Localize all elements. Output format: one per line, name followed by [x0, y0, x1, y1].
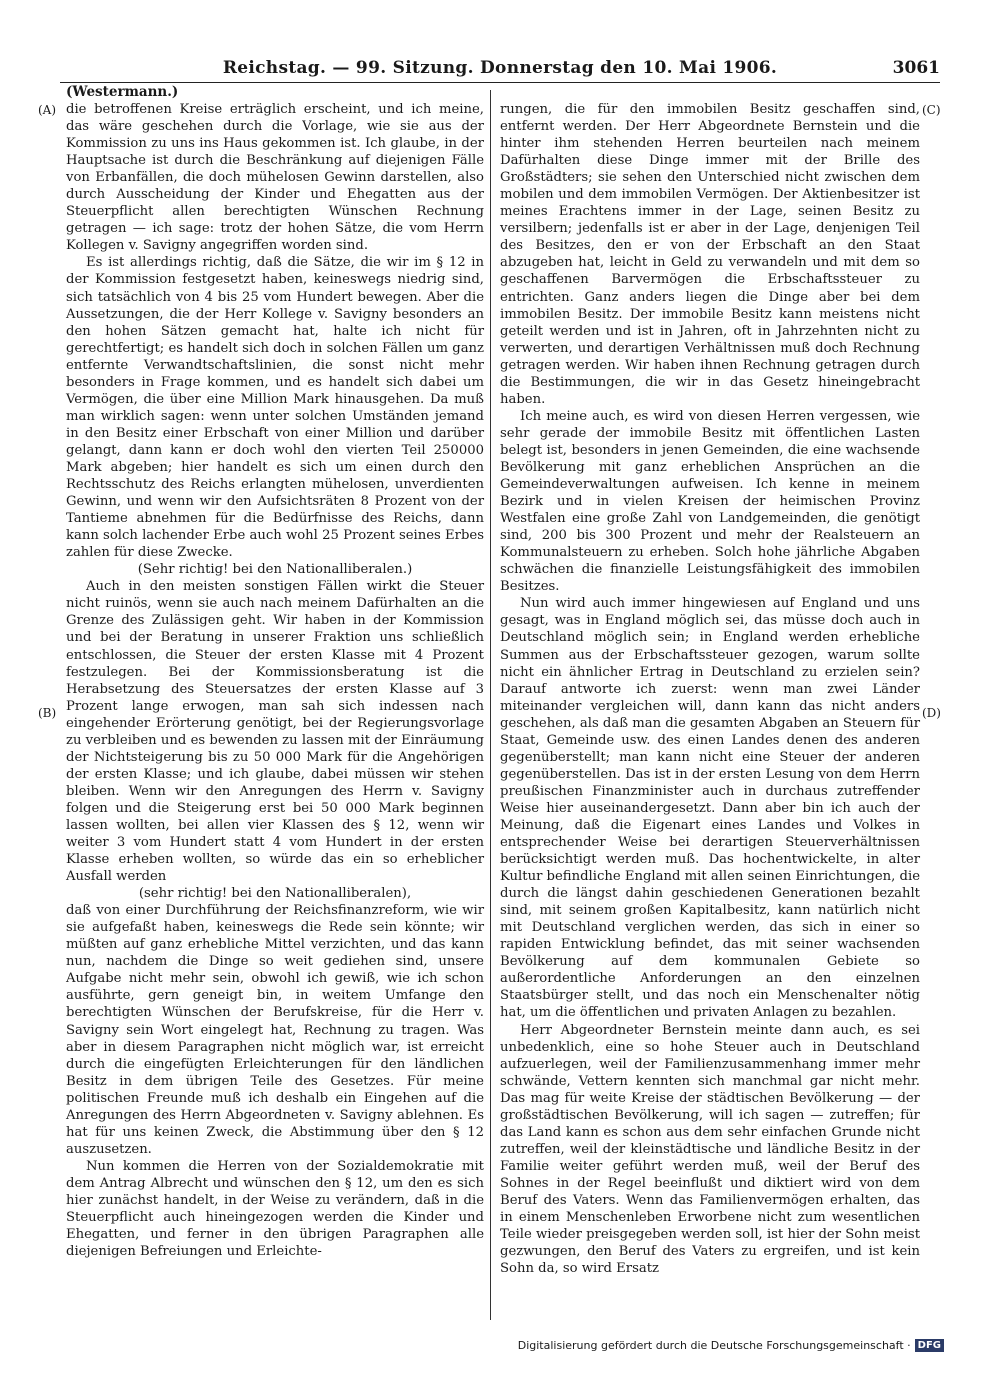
paragraph: rungen, die für den immobilen Besitz geschaffen sind, entfernt werden. Der Herr Abgeordnete Bernstein und die hinter ihm stehenden Herren beurteilen nach meinem Dafürhalten diese Dinge immer mit der Brille des Großstädters; sie sehen den Unterschied nicht zwischen dem mobilen und dem immobilen Vermögen. Der Aktienbesitzer ist meines Erachtens immer in der Lage, seinen Besitz zu versilbern; jedenfalls ist er aber in der Lage, denjenigen Teil des Besitzes, den er von der Erbschaft an den Staat abzugeben hat, leicht in Geld zu verwandeln und mit dem so geschaffenen Barvermögen die Erbschaftssteuer zu entrichten. Ganz anders liegen die Dinge aber bei dem immobilen Besitz. Der immobile Besitz kann meistens nicht geteilt werden und ist in Jahren, oft in Jahrzehnten nicht zu verwerten, und derartigen Verhältnissen muß doch Rechnung getragen werden. Wir haben ihnen Rechnung getragen durch die Bestimmungen, die wir in das Gesetz hineingebracht haben.	[500, 102, 920, 407]
right-column	[500, 101, 920, 1277]
paragraph: daß von einer Durchführung der Reichsfinanzreform, wie wir sie aufgefaßt haben, keineswegs die Rede sein könnte; wir müßten auf ganz erhebliche Mittel verzichten, und das kann nun, nachdem die Dinge so weit gediehen sind, unsere Aufgabe nicht mehr sein, obwohl ich gewiß, wie ich schon ausführte, gern geneigt bin, in weitem Umfange den berechtigten Wünschen der Berufskreise, für die Herr v. Savigny sein Wort eingelegt hat, Rechnung zu tragen. Was aber in diesem Paragraphen nicht möglich war, ist erreicht durch die eingefügten Erleichterungen für den ländlichen Besitz in dem übrigen Teile des Gesetzes. Für meine politischen Freunde muß ich deshalb ein Eingehen auf die Anregungen des Herrn Abgeordneten v. Savigny ablehnen. Es hat für uns keinen Zweck, die Abstimmung über den § 12 auszusetzen.	[66, 903, 484, 1157]
speaker-name: (Westermann.)	[66, 84, 179, 100]
paragraph: Es ist allerdings richtig, daß die Sätze, die wir im § 12 in der Kommission festgesetzt haben, keineswegs niedrig sind, sich tatsächlich von 4 bis 25 vom Hundert bewegen. Aber die Aussetzungen, die der Herr Kollege v. Savigny besonders an den hohen Sätzen gemacht hat, halte ich nicht für gerechtfertigt; es handelt sich doch in solchen Fällen um ganz entfernte Verwandtschaftslinien, die sonst nicht mehr besonders in Frage kommen, und es handelt sich dabei um Vermögen, die über eine Million Mark hinausgehen. Da muß man wirklich sagen: wenn unter solchen Umständen jemand in den Besitz einer Erbschaft von einer Million und darüber gelangt, dann kann er doch wohl den vierten Teil 250000 Mark abgeben; hier handelt es sich um einen durch den Rechtsschutz des Reichs erlangten mühelosen, unverdienten Gewinn, und wenn wir den Aufsichtsräten 8 Prozent von der Tantieme abnehmen für die Bedürfnisse des Reichs, dann kann solch lachender Erbe auch wohl 25 Prozent seines Erbes zahlen für diese Zwecke.	[66, 255, 484, 561]
paragraph: Nun kommen die Herren von der Sozialdemokratie mit dem Antrag Albrecht und wünschen den § 12, um den es sich hier zunächst handelt, in der Weise zu verändern, daß in die Steuerpflicht auch hineingezogen werden die Kinder und Ehegatten, und ferner in den übrigen Paragraphen alle diejenigen Befreiungen und Erleichte-	[66, 1158, 484, 1260]
column-divider	[490, 90, 491, 1320]
paragraph: Auch in den meisten sonstigen Fällen wirkt die Steuer nicht ruinös, wenn sie auch nach meinem Dafürhalten an die Grenze des Zulässigen geht. Wir haben in der Kommission und bei der Beratung in unserer Fraktion uns schließlich entschlossen, die Steuer der ersten Klasse mit 4 Prozent festzulegen. Bei der Kommissionsberatung ist die Herabsetzung des Steuersatzes der ersten Klasse auf 3 Prozent lange erwogen, man sah sich indessen nach eingehender Erörterung genötigt, bei der Regierungsvorlage zu verbleiben und es bewenden zu lassen mit der Einräumung der Nichtsteigerung bis zu 50 000 Mark für die Angehörigen der ersten Klasse; und ich glaube, dabei müssen wir stehen bleiben. Wenn wir den Anregungen des Herrn v. Savigny folgen und die Steigerung erst bei 50 000 Mark beginnen lassen wollten, bei allen vier Klassen des § 12, wenn wir weiter 3 vom Hundert statt 4 vom Hundert in der ersten Klasse erheben wollten, so würde das ein so erheblicher Ausfall werden	[66, 579, 484, 885]
dfg-logo: DFG	[915, 1339, 944, 1352]
paragraph: Nun wird auch immer hingewiesen auf England und uns gesagt, was in England möglich sei, das müsse doch auch in Deutschland möglich sein; in England werden erhebliche Summen aus der Erbschaftssteuer gezogen, warum sollte nicht ein ähnlicher Ertrag in Deutschland zu erzielen sein? Darauf antworte ich zuerst: wenn man zwei Länder miteinander vergleichen will, dann kann das nicht anders geschehen, als daß man die gesamten Abgaben an Steuern für Staat, Gemeinde usw. des einen Landes denen des anderen gegenüberstellt; man kann nicht eine Steuer der anderen gegenüberstellen. Das ist in der ersten Lesung von dem Herrn preußischen Finanzminister auch in durchaus zutreffender Weise hier auseinandergesetzt. Dann aber bin ich auch der Meinung, daß die Eigenart eines Landes und Volkes in entsprechender Weise bei derartigen Steuerverhältnissen berücksichtigt werden muß. Das hochentwickelte, in alter Kultur befindliche England mit allen seinen Einrichtungen, die durch die längst dahin geschiedenen Generationen bezahlt sind, mit seinem großen Kapitalbesitz, kann natürlich nicht mit Deutschland verglichen werden, das sich in einer so rapiden Entwicklung befindet, das mit seiner wachsenden Bevölkerung auf dem kommunalen Gebiete so außerordentliche Anforderungen an den einzelnen Staatsbürger stellt, und das noch ein Menschenalter nötig hat, um die öffentlichen und privaten Anlagen zu bezahlen.	[500, 596, 921, 1021]
footer	[518, 1339, 944, 1352]
page-title: Reichstag. — 99. Sitzung. Donnerstag den 10. Mai 1906.	[222, 58, 778, 78]
footer-credit: Digitalisierung gefördert durch die Deutsche Forschungsgemeinschaft ·	[517, 1339, 911, 1352]
interjection: (Sehr richtig! bei den Nationalliberalen.)	[137, 562, 413, 578]
paragraph: Ich meine auch, es wird von diesen Herren vergessen, wie sehr gerade der immobile Besitz mit öffentlichen Lasten belegt ist, besonders in jenen Gemeinden, die eine wachsende Bevölkerung mit ganz erheblichen Ansprüchen an die Gemeindeverwaltungen aufweisen. Ich kenne in meinem Bezirk und in vielen Kreisen der heimischen Provinz Westfalen eine große Zahl von Landgemeinden, die genötigt sind, 200 bis 300 Prozent und mehr der Realsteuern an Kommunalsteuern zu erheben. Solch hohe jährliche Abgaben schwächen die finanzielle Leistungsfähigkeit des immobilen Besitzes.	[500, 408, 920, 595]
paragraph: Herr Abgeordneter Bernstein meinte dann auch, es sei unbedenklich, eine so hohe Steuer auch in Deutschland aufzuerlegen, weil der Familienzusammenhang immer mehr schwände, Vettern kennten sich manchmal gar nicht mehr. Das mag für weite Kreise der städtischen Bevölkerung — der großstädtischen Bevölkerung, will ich sagen — zutreffen; für das Land kann es schon aus dem sehr einfachen Grunde nicht zutreffen, weil der kleinstädtische und ländliche Besitz in der Familie weiter geführt werden muß, weil der Beruf des Sohnes in der Regel beeinflußt und diktiert wird von dem Beruf des Vaters. Wenn das Familienvermögen erhalten, das in einem Menschenleben Erworbene nicht zum wesentlichen Teile wieder preisgegeben werden soll, ist hier der Sohn meist gezwungen, den Beruf des Vaters zu ergreifen, und ist kein Sohn da, so wird Ersatz	[500, 1022, 920, 1277]
left-column	[66, 101, 484, 1260]
paragraph: die betroffenen Kreise erträglich erscheint, und ich meine, das wäre geschehen durch die Vorlage, wie sie aus der Kommission zu uns ins Haus gekommen ist. Ich glaube, in der Hauptsache ist durch die Beschränkung auf diejenigen Fälle von Erbanfällen, die doch mühelosen Gewinn darstellen, also durch Ausscheidung der Kinder und Ehegatten aus der Steuerpflicht allen berechtigten Wünschen Rechnung getragen — ich sage: trotz der hohen Sätze, die vom Herrn Kollegen v. Savigny angegriffen worden sind.	[66, 102, 484, 254]
margin-mark-d: (D)	[922, 706, 941, 720]
margin-mark-a: (A)	[38, 103, 57, 117]
page-header	[60, 56, 940, 83]
margin-mark-b: (B)	[38, 706, 57, 720]
interjection: (sehr richtig! bei den Nationalliberalen),	[138, 886, 412, 902]
margin-mark-c: (C)	[922, 103, 941, 117]
page-number: 3061	[892, 58, 940, 78]
